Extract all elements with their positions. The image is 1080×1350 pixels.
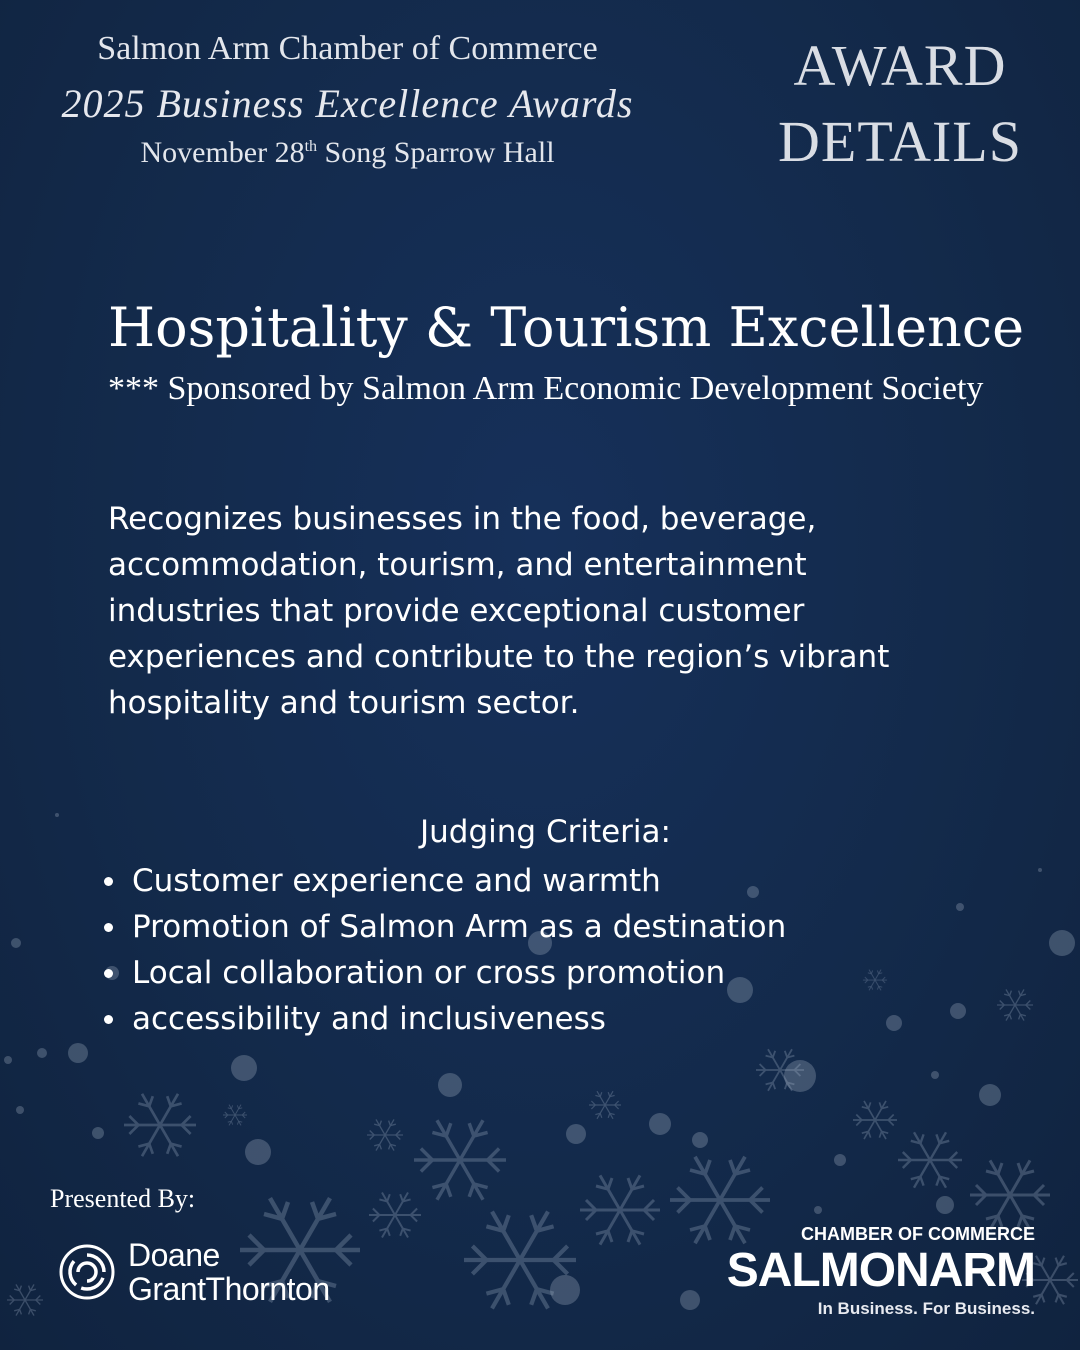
award-title: Hospitality & Tourism Excellence bbox=[108, 296, 1025, 359]
page-heading-line1: AWARD bbox=[793, 33, 1007, 98]
sponsor-name-line1: Doane bbox=[128, 1237, 220, 1273]
chamber-logo bbox=[727, 1224, 1035, 1319]
list-item bbox=[100, 996, 786, 1042]
criteria-text: Promotion of Salmon Arm as a destination bbox=[132, 909, 787, 945]
judging-criteria-list bbox=[100, 858, 786, 1042]
list-item bbox=[100, 950, 786, 996]
award-sponsor: *** Sponsored by Salmon Arm Economic Development Society bbox=[108, 370, 984, 407]
sponsor-name-line2: GrantThornton bbox=[128, 1271, 330, 1307]
list-item bbox=[100, 904, 786, 950]
sponsor-name bbox=[128, 1238, 330, 1306]
event-name: 2025 Business Excellence Awards bbox=[61, 81, 634, 126]
chamber-logo-tagline: In Business. For Business. bbox=[817, 1299, 1035, 1318]
presented-by-label: Presented By: bbox=[50, 1184, 196, 1213]
page-heading-line2: DETAILS bbox=[778, 109, 1022, 174]
swirl-logo-icon bbox=[58, 1243, 116, 1301]
award-description: Recognizes businesses in the food, beverage, accommodation, tourism, and entertainment industries that provide exceptional customer experiences and contribute to the region’s vibrant hospitality and tourism sector. bbox=[108, 501, 890, 721]
criteria-text: Local collaboration or cross promotion bbox=[132, 955, 726, 991]
event-date-suffix: th bbox=[304, 138, 318, 155]
chamber-logo-top: CHAMBER OF COMMERCE bbox=[801, 1224, 1035, 1244]
sponsor-logo bbox=[58, 1238, 330, 1306]
list-item bbox=[100, 858, 786, 904]
organization-name: Salmon Arm Chamber of Commerce bbox=[97, 30, 598, 67]
bullet-icon bbox=[104, 969, 113, 978]
event-venue: Song Sparrow Hall bbox=[317, 136, 555, 169]
criteria-text: accessibility and inclusiveness bbox=[132, 1001, 606, 1037]
bullet-icon bbox=[104, 923, 113, 932]
judging-criteria-title: Judging Criteria: bbox=[420, 814, 671, 850]
bullet-icon bbox=[104, 877, 113, 886]
event-date-day: November 28 bbox=[140, 136, 305, 169]
chamber-logo-name: SALMONARM bbox=[726, 1244, 1035, 1297]
criteria-text: Customer experience and warmth bbox=[132, 863, 661, 899]
event-date bbox=[50, 136, 645, 170]
bullet-icon bbox=[104, 1015, 113, 1024]
